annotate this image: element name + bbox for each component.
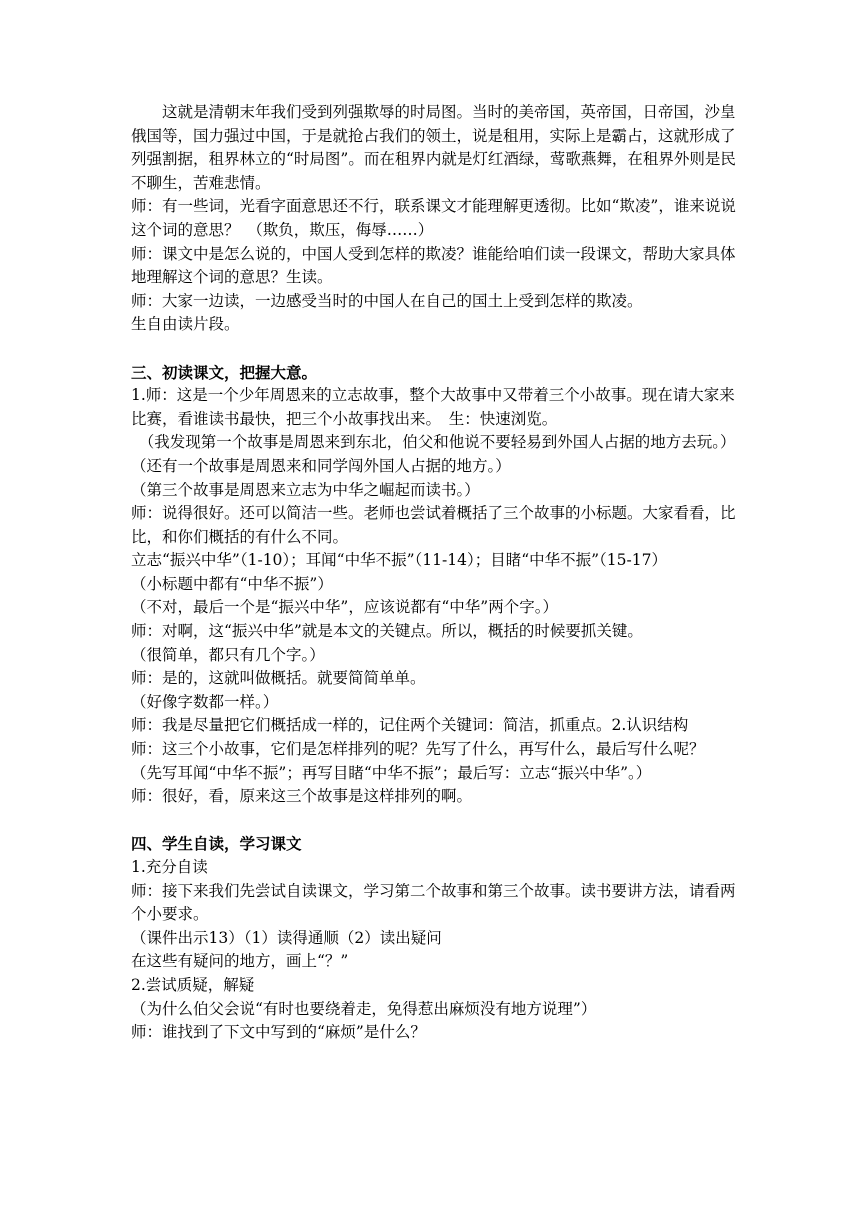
paragraph: 师：对啊，这“振兴中华”就是本文的关键点。所以，概括的时候要抓关键。 [131,622,643,641]
paragraph: 1.师：这是一个少年周恩来的立志故事，整个大故事中又带着三个小故事。现在请大家来比赛，看谁读书最快，把三个小故事找出来。 生：快速浏览。 [131,386,735,428]
paragraph: （为什么伯父会说“有时也要绕着走，免得惹出麻烦没有地方说理”） [131,999,597,1018]
paragraph: 1.充分自读 [131,858,208,876]
paragraph: 2.尝试质疑，解疑 [131,975,255,994]
paragraph: 师：大家一边读，一边感受当时的中国人在自己的国土上受到怎样的欺凌。 [131,291,643,310]
section-heading-3: 三、初读课文，把握大意。 [131,362,318,382]
paragraph: 师：接下来我们先尝试自读课文，学习第二个故事和第三个故事。读书要讲方法，请看两个小要求。 [131,881,736,924]
paragraph: 师：这三个小故事，它们是怎样排列的呢？先写了什么，再写什么，最后写什么呢？ [131,740,705,759]
paragraph: （小标题中都有“中华不振”） [131,574,333,593]
paragraph: 师：谁找到了下文中写到的“麻烦”是什么？ [131,1023,426,1042]
paragraph-intro: 这就是清朝末年我们受到列强欺辱的时局图。当时的美帝国，英帝国，日帝国，沙皇俄国等，国力强过中国，于是就抢占我们的领土，说是租用，实际上是霸占，这就形成了列强割据，租界林立的“时局图”。而在租界内就是灯红酒绿，莺歌燕舞，在租界外则是民不聊生，苦难悲情。 [131,103,736,192]
paragraph: （好像字数都一样。） [131,692,279,711]
document-body [131,101,745,1045]
paragraph: 生自由读片段。 [131,315,240,334]
paragraph: 师：很好，看，原来这三个故事是这样排列的啊。 [131,787,473,806]
paragraph: 师：我是尽量把它们概括成一样的，记住两个关键词：简洁，抓重点。2.认识结构 [131,716,689,735]
paragraph: （还有一个故事是周恩来和同学闯外国人占据的地方。） [131,456,511,475]
paragraph: （第三个故事是周恩来立志为中华之崛起而读书。） [131,480,480,499]
paragraph: 师：课文中是怎么说的，中国人受到怎样的欺凌？谁能给咱们读一段课文，帮助大家具体地理解这个词的意思？生读。 [131,244,736,287]
paragraph: （先写耳闻“中华不振”；再写目睹“中华不振”；最后写：立志“振兴中华”。） [131,763,652,782]
paragraph: 立志“振兴中华”（1-10）；耳闻“中华不振”（11-14）；目睹“中华不振”（15-17） [131,551,667,570]
paragraph: （我发现第一个故事是周恩来到东北，伯父和他说不要轻易到外国人占据的地方去玩。） [138,433,736,452]
paragraph: 师：是的，这就叫做概括。就要简简单单。 [131,669,426,688]
paragraph: 师：有一些词，光看字面意思还不行，联系课文才能理解更透彻。比如“欺凌”，谁来说说这个词的意思？ （欺负，欺压，侮辱……） [131,197,736,239]
paragraph: （课件出示13）（1）读得通顺（2）读出疑问 [131,928,442,947]
paragraph: 在这些有疑问的地方，画上“？” [131,952,349,971]
paragraph: 师：说得很好。还可以简洁一些。老师也尝试着概括了三个故事的小标题。大家看看，比比，和你们概括的有什么不同。 [131,504,736,546]
paragraph: （很简单，都只有几个字。） [131,645,325,664]
paragraph: （不对，最后一个是“振兴中华”，应该说都有“中华”两个字。） [131,598,558,617]
section-heading-4: 四、学生自读，学习课文 [131,834,302,854]
